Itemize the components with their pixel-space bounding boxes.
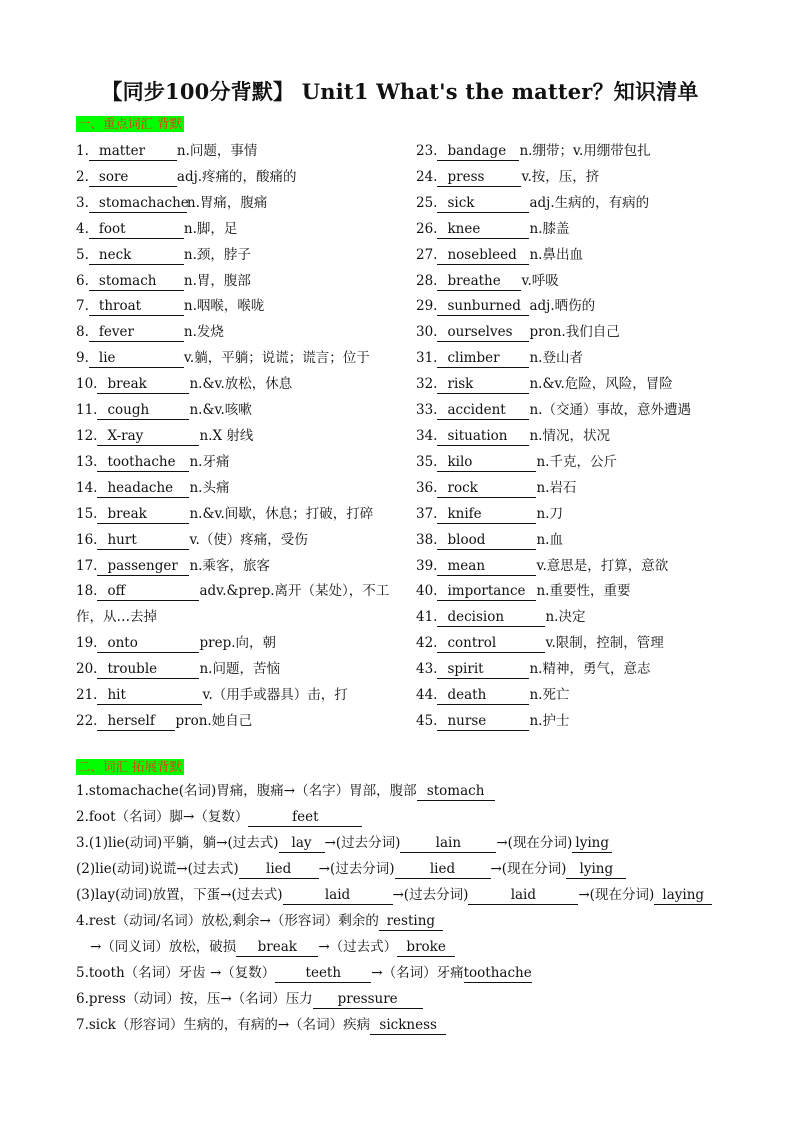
item-number: 2. (76, 168, 89, 185)
vocab-definition: adj.生病的，有病的 (529, 194, 650, 211)
vocab-word: headache (97, 479, 189, 498)
vocab-list-left (76, 139, 401, 735)
vocab-word: rock (437, 479, 536, 498)
vocab-item (76, 424, 401, 450)
vocab-item (76, 165, 401, 191)
vocab-definition: n.乘客，旅客 (189, 557, 270, 574)
vocab-word: sick (437, 194, 529, 213)
vocab-word: ourselves (437, 323, 529, 342)
vocab-word: blood (437, 531, 536, 550)
vocab-definition: n.问题，事情 (176, 143, 258, 159)
item-number: 17. (76, 557, 98, 574)
vocab-item (416, 346, 736, 372)
vocab-word: off (97, 582, 199, 601)
vocab-item (416, 191, 736, 217)
item-number: 42. (416, 635, 438, 652)
vocab-word: death (437, 686, 529, 705)
vocab-item (416, 450, 736, 476)
vocab-item (416, 502, 736, 528)
vocab-definition: n.胃，腹部 (183, 272, 251, 289)
vocab-word: break (97, 505, 189, 524)
answer-blank: teeth (275, 964, 371, 983)
vocab-definition: pron.她自己 (175, 712, 253, 729)
vocab-definition: n.头痛 (189, 479, 230, 496)
item-number: 25. (416, 194, 438, 211)
vocab-item (416, 631, 736, 657)
answer-blank: toothache (463, 965, 532, 981)
vocab-word: sunburned (437, 297, 529, 316)
vocab-word: hit (97, 686, 202, 705)
vocab-definition: v.限制，控制，管理 (545, 635, 664, 652)
answer-blank: lied (239, 860, 319, 879)
vocab-word: cough (97, 401, 189, 420)
vocab-item (416, 579, 736, 605)
vocab-definition: n.发烧 (183, 324, 224, 341)
item-number: 29. (416, 298, 438, 315)
item-number: 26. (416, 220, 438, 237)
vocab-word: break (97, 375, 189, 394)
vocab-word: nosebleed (437, 246, 529, 265)
vocab-word: foot (89, 220, 184, 239)
answer-blank: pressure (313, 990, 423, 1009)
vocab-word: X-ray (97, 427, 199, 446)
item-number: 38. (416, 531, 438, 548)
vocab-word: importance (437, 582, 536, 601)
vocab-item (416, 243, 736, 269)
vocab-item (76, 398, 401, 424)
vocab-definition: n.血 (536, 531, 563, 548)
vocab-item (76, 657, 401, 683)
vocab-definition: n.牙痛 (189, 453, 230, 470)
item-number: 5. (76, 246, 89, 263)
page-title: 【同步100分背默】 Unit1 What's the matter？知识清单 (101, 79, 699, 104)
vocab-word: situation (437, 427, 529, 446)
item-number: 30. (416, 324, 438, 341)
answer-blank: lying (566, 860, 626, 879)
item-number: 40. (416, 583, 438, 600)
vocab-definition: n.精神，勇气，意志 (529, 661, 651, 678)
vocab-item (416, 165, 736, 191)
item-number: 37. (416, 505, 438, 522)
answer-blank: stomach (417, 782, 495, 801)
item-number: 28. (416, 272, 438, 289)
expansion-line: 4.rest（动词/名词）放松,剩余→（形容词）剩余的 resting (76, 908, 736, 934)
answer-blank: break (236, 938, 318, 957)
vocab-definition: n.情况，状况 (529, 427, 610, 444)
item-number: 24. (416, 168, 438, 185)
vocab-definition: pron.我们自己 (529, 324, 620, 341)
vocab-definition: v.按，压，挤 (521, 168, 600, 185)
vocab-word: stomachache (89, 194, 187, 213)
vocab-definition: n.问题，苦恼 (199, 661, 280, 678)
expansion-line: 6.press（动词）按，压→（名词）压力 pressure (76, 986, 736, 1012)
vocab-word: risk (437, 375, 529, 394)
item-number: 43. (416, 661, 438, 678)
vocab-word: knee (437, 220, 529, 239)
vocab-item (76, 502, 401, 528)
vocab-item (76, 372, 401, 398)
vocab-item (416, 709, 736, 735)
item-number: 22. (76, 712, 98, 729)
item-number: 21. (76, 687, 98, 704)
item-number: 23. (416, 143, 438, 159)
vocab-word: trouble (97, 660, 199, 679)
vocab-definition: n.脚，足 (183, 220, 238, 237)
expansion-line: →（同义词）放松，破损 break →（过去式） broke (76, 934, 736, 960)
vocab-word: fever (89, 323, 184, 342)
vocab-word: passenger (97, 557, 189, 576)
vocab-item (76, 320, 401, 346)
expansion-line: 2.foot（名词）脚→（复数） feet (76, 804, 736, 830)
item-number: 8. (76, 324, 89, 341)
vocab-definition: n.X 射线 (199, 427, 254, 444)
vocab-definition: n.&v.危险，风险，冒险 (529, 376, 673, 393)
item-number: 13. (76, 453, 98, 470)
vocab-expansion-list (76, 778, 736, 1038)
answer-blank: broke (397, 938, 455, 957)
expansion-line: 5.tooth（名词）牙齿 →（复数） teeth →（名词）牙痛toothache (76, 965, 532, 981)
item-number: 12. (76, 427, 98, 444)
vocab-definition: n.（交通）事故，意外遭遇 (529, 402, 691, 419)
vocab-item (76, 476, 401, 502)
vocab-word: bandage (437, 142, 519, 161)
vocab-word: press (437, 168, 521, 187)
vocab-item (416, 320, 736, 346)
answer-blank: laid (283, 886, 393, 905)
vocab-definition: n.千克，公斤 (536, 453, 617, 470)
item-number: 18. (76, 583, 98, 600)
vocab-item (76, 139, 401, 165)
vocab-word: herself (97, 712, 175, 731)
vocab-definition: n.颈，脖子 (183, 246, 251, 263)
vocab-definition: n.刀 (536, 505, 563, 522)
vocab-definition: n.登山者 (529, 350, 583, 367)
vocab-word: climber (437, 349, 529, 368)
item-number: 1. (76, 143, 89, 159)
section-heading-vocab-expansion: 二、词汇 拓展背默 (78, 759, 182, 774)
vocab-item (76, 579, 401, 631)
vocab-word: accident (437, 401, 529, 420)
item-number: 44. (416, 687, 438, 704)
vocab-word: decision (437, 608, 545, 627)
expansion-line: 1.stomachache(名词)胃痛，腹痛→（名字）胃部，腹部 stomach (76, 778, 736, 804)
vocab-definition: n.护士 (529, 712, 570, 729)
vocab-word: matter (89, 142, 177, 161)
vocab-definition: n.死亡 (529, 687, 570, 704)
section-heading-key-vocab: 一、重点词汇 背默 (78, 116, 182, 131)
answer-blank: feet (248, 808, 362, 827)
vocab-definition: n.&v.咳嗽 (189, 402, 252, 419)
item-number: 19. (76, 635, 98, 652)
item-number: 27. (416, 246, 438, 263)
vocab-word: breathe (437, 272, 521, 291)
vocab-word: lie (89, 349, 184, 368)
vocab-definition: v.意思是，打算，意欲 (536, 557, 669, 574)
vocab-definition: adj.疼痛的，酸痛的 (176, 168, 297, 185)
item-number: 45. (416, 712, 438, 729)
item-number: 3. (76, 194, 89, 211)
answer-blank: sickness (370, 1016, 446, 1035)
vocab-item (76, 709, 401, 735)
vocab-definition: n.膝盖 (529, 220, 570, 237)
item-number: 15. (76, 505, 98, 522)
vocab-item (416, 217, 736, 243)
vocab-item (416, 476, 736, 502)
item-number: 39. (416, 557, 438, 574)
vocab-word: neck (89, 246, 184, 265)
vocab-word: kilo (437, 453, 536, 472)
vocab-definition: v.（使）疼痛，受伤 (189, 531, 308, 548)
vocab-word: nurse (437, 712, 529, 731)
vocab-item (76, 191, 401, 217)
vocab-item (76, 450, 401, 476)
vocab-word: sore (89, 168, 177, 187)
vocab-item (416, 269, 736, 295)
vocab-definition: n.&v.间歇，休息；打破，打碎 (189, 505, 374, 522)
vocab-definition: n.咽喉，喉咙 (183, 298, 265, 315)
vocab-item (76, 217, 401, 243)
expansion-line: (3)lay(动词)放置，下蛋→(过去式) laid →(过去分词) laid →(现在分词) laying (76, 882, 736, 908)
vocab-definition: prep.向，朝 (199, 635, 277, 652)
vocab-definition: v.呼吸 (521, 272, 559, 289)
item-number: 16. (76, 531, 98, 548)
vocab-item (76, 294, 401, 320)
vocab-definition: n.胃痛，腹痛 (186, 194, 268, 211)
vocab-word: toothache (97, 453, 189, 472)
item-number: 9. (76, 350, 89, 367)
item-number: 14. (76, 479, 98, 496)
vocab-definition: adj.晒伤的 (529, 298, 596, 315)
answer-blank: lain (400, 834, 496, 853)
vocab-item (76, 528, 401, 554)
vocab-word: onto (97, 634, 199, 653)
vocab-word: hurt (97, 531, 189, 550)
vocab-item (76, 243, 401, 269)
vocab-item (416, 372, 736, 398)
vocab-item (416, 398, 736, 424)
vocab-list-right (416, 139, 736, 735)
vocab-item (416, 424, 736, 450)
vocab-item (416, 554, 736, 580)
vocab-definition: n.重要性，重要 (536, 583, 631, 600)
vocab-definition: n.鼻出血 (529, 246, 583, 263)
vocab-word: knife (437, 505, 536, 524)
vocab-item (76, 631, 401, 657)
item-number: 11. (76, 402, 98, 419)
item-number: 32. (416, 376, 438, 393)
vocab-definition: n.决定 (545, 609, 586, 626)
answer-blank: laid (468, 886, 578, 905)
answer-blank: resting (379, 912, 443, 931)
expansion-line: 7.sick（形容词）生病的，有病的→（名词）疾病 sickness (76, 1012, 736, 1038)
vocab-item (416, 657, 736, 683)
expansion-line: 3.(1)lie(动词)平躺，躺→(过去式) lay →(过去分词) lain →(现在分词) lying (76, 830, 736, 856)
vocab-word: spirit (437, 660, 529, 679)
vocab-item (416, 294, 736, 320)
vocab-item (76, 346, 401, 372)
vocab-item (76, 554, 401, 580)
item-number: 34. (416, 427, 438, 444)
item-number: 41. (416, 609, 438, 626)
vocab-item (76, 269, 401, 295)
vocab-definition: n.岩石 (536, 479, 577, 496)
vocab-definition: n.&v.放松，休息 (189, 376, 293, 393)
vocab-definition: v.躺，平躺；说谎；谎言；位于 (183, 350, 370, 367)
answer-blank: laying (654, 886, 712, 905)
vocab-word: stomach (89, 272, 184, 291)
vocab-word: control (437, 634, 545, 653)
item-number: 33. (416, 402, 438, 419)
answer-blank: lay (279, 834, 325, 853)
item-number: 4. (76, 220, 89, 237)
vocab-definition: n.绷带；v.用绷带包扎 (519, 143, 651, 159)
vocab-definition: v.（用手或器具）击，打 (202, 687, 348, 704)
vocab-item (416, 683, 736, 709)
vocab-item (416, 139, 736, 165)
item-number: 7. (76, 298, 89, 315)
item-number: 35. (416, 453, 438, 470)
item-number: 20. (76, 661, 98, 678)
item-number: 36. (416, 479, 438, 496)
vocab-word: throat (89, 297, 184, 316)
vocab-definition: adv.&prep.离开（某处），不工作，从…去掉 (76, 583, 390, 626)
vocab-item (416, 528, 736, 554)
answer-blank: lying (572, 834, 612, 853)
item-number: 10. (76, 376, 98, 393)
vocab-item (416, 605, 736, 631)
answer-blank: lied (395, 860, 491, 879)
vocab-word: mean (437, 557, 536, 576)
item-number: 31. (416, 350, 438, 367)
vocab-item (76, 683, 401, 709)
expansion-line: (2)lie(动词)说谎→(过去式) lied →(过去分词) lied →(现在分词) lying (76, 856, 736, 882)
item-number: 6. (76, 272, 89, 289)
